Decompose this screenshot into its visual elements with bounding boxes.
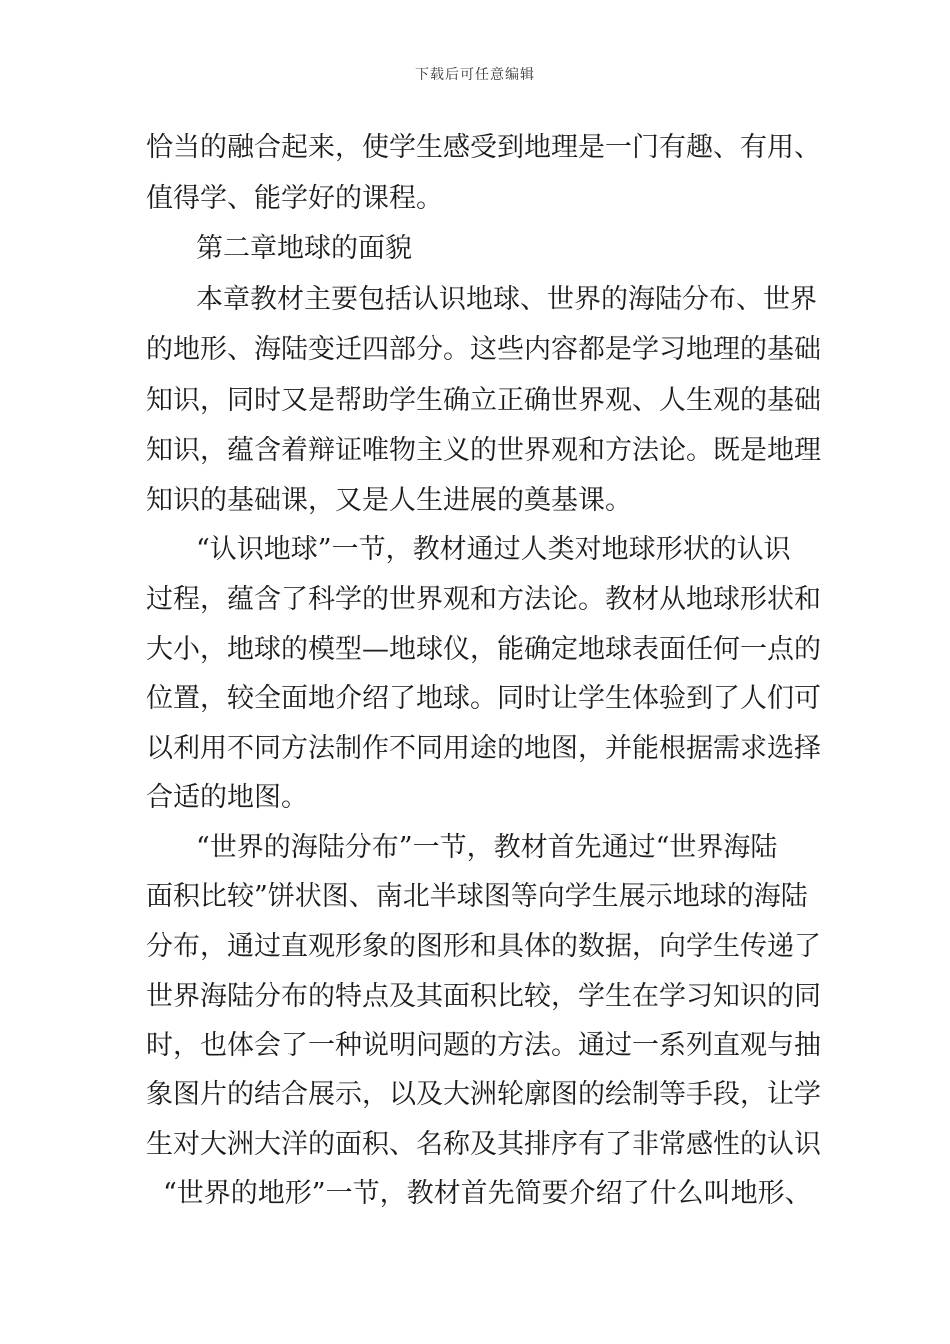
text-line: 生对大洲大洋的面积、名称及其排序有了非常感性的认识 [146, 1129, 821, 1160]
chapter-heading: 第二章地球的面貌 [196, 233, 412, 264]
text-line: 时，也体会了一种说明问题的方法。通过一系列直观与抽 [146, 1030, 821, 1061]
text-line: 知识的基础课，又是人生进展的奠基课。 [146, 485, 632, 516]
text-line: “世界的海陆分布”一节，教材首先通过“世界海陆 [196, 832, 778, 863]
text-line: 分布，通过直观形象的图形和具体的数据，向学生传递了 [146, 931, 821, 962]
text-line: 以利用不同方法制作不同用途的地图，并能根据需求选择 [146, 733, 821, 764]
text-line: “世界的地形”一节，教材首先简要介绍了什么叫地形、 [163, 1178, 812, 1209]
text-line: 合适的地图。 [146, 782, 308, 813]
text-line: 的地形、海陆变迁四部分。这些内容都是学习地理的基础 [146, 334, 821, 365]
text-line: 本章教材主要包括认识地球、世界的海陆分布、世界 [196, 284, 817, 315]
text-line: 恰当的融合起来，使学生感受到地理是一门有趣、有用、 [146, 132, 821, 163]
page-header: 下载后可任意编辑 [415, 67, 535, 83]
text-line: 世界海陆分布的特点及其面积比较，学生在学习知识的同 [146, 981, 821, 1012]
text-line: 大小，地球的模型—地球仪，能确定地球表面任何一点的 [146, 634, 821, 665]
text-line: 知识，蕴含着辩证唯物主义的世界观和方法论。既是地理 [146, 435, 821, 466]
text-line: 位置，较全面地介绍了地球。同时让学生体验到了人们可 [146, 683, 821, 714]
text-line: 过程，蕴含了科学的世界观和方法论。教材从地球形状和 [146, 584, 821, 615]
text-line: 值得学、能学好的课程。 [146, 183, 443, 214]
text-line: “认识地球”一节，教材通过人类对地球形状的认识 [196, 534, 791, 565]
text-line: 象图片的结合展示，以及大洲轮廓图的绘制等手段，让学 [146, 1079, 821, 1110]
text-line: 知识，同时又是帮助学生确立正确世界观、人生观的基础 [146, 385, 821, 416]
text-line: 面积比较”饼状图、南北半球图等向学生展示地球的海陆 [146, 881, 808, 912]
